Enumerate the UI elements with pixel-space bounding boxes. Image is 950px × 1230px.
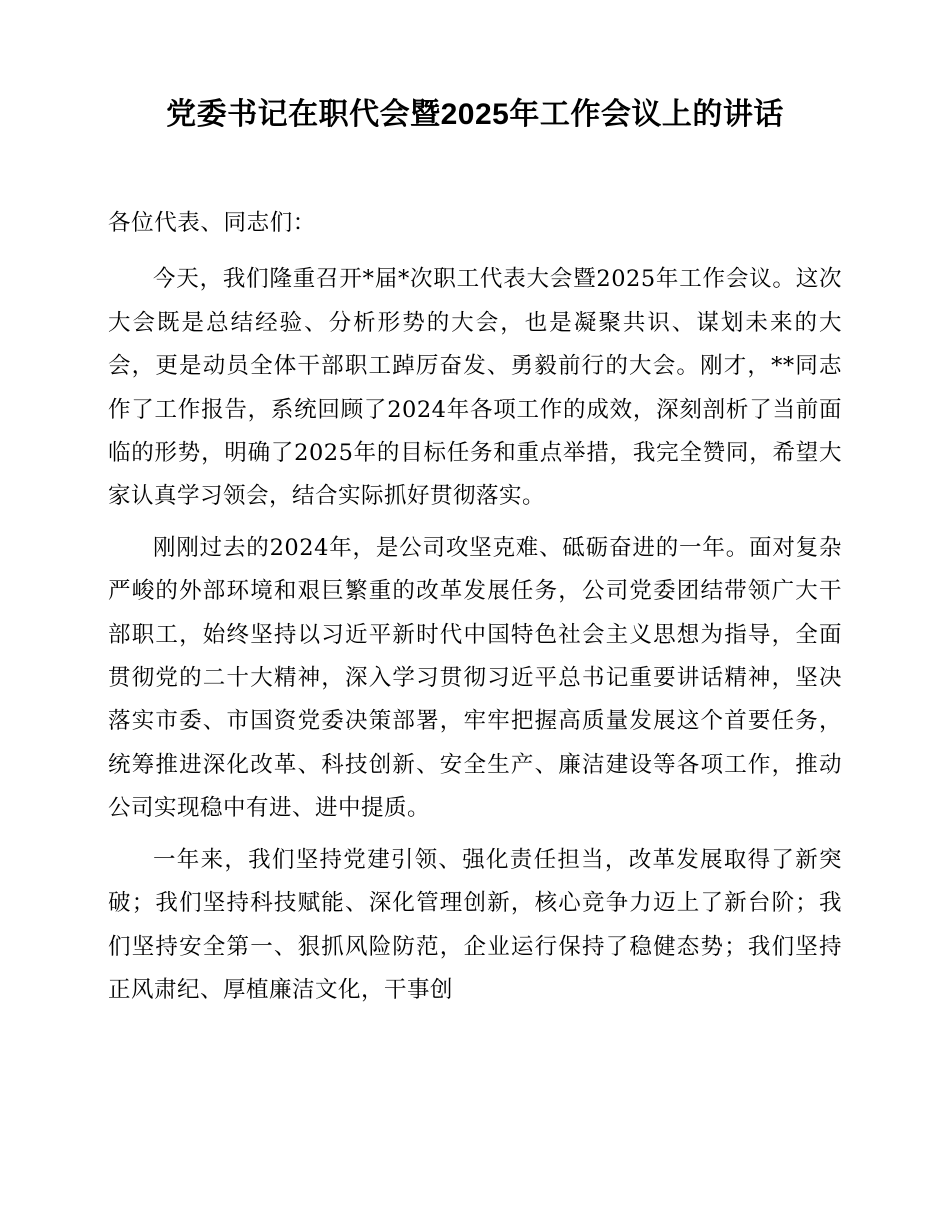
body-paragraph-3: 一年来，我们坚持党建引领、强化责任担当，改革发展取得了新突破；我们坚持科技赋能、深化管理创新，核心竞争力迈上了新台阶；我们坚持安全第一、狠抓风险防范，企业运行保持了稳健态势；我们坚持正风肃纪、厚植廉洁文化，干事创 xyxy=(108,846,842,1003)
salutation: 各位代表、同志们： xyxy=(108,209,316,236)
body-paragraph-1: 今天，我们隆重召开*届*次职工代表大会暨2025年工作会议。这次大会既是总结经验、分析形势的大会，也是凝聚共识、谋划未来的大会，更是动员全体干部职工踔厉奋发、勇毅前行的大会。刚才，**同志作了工作报告，系统回顾了2024年各项工作的成效，深刻剖析了当前面临的形势，明确了2025年的目标任务和重点举措，我完全赞同，希望大家认真学习领会，结合实际抓好贯彻落实。 xyxy=(108,266,842,510)
page-title: 党委书记在职代会暨2025年工作会议上的讲话 xyxy=(166,98,784,131)
body-paragraph-2: 刚刚过去的2024年，是公司攻坚克难、砥砺奋进的一年。面对复杂严峻的外部环境和艰巨繁重的改革发展任务，公司党委团结带领广大干部职工，始终坚持以习近平新时代中国特色社会主义思想为指导，全面贯彻党的二十大精神，深入学习贯彻习近平总书记重要讲话精神，坚决落实市委、市国资党委决策部署，牢牢把握高质量发展这个首要任务，统筹推进深化改革、科技创新、安全生产、廉洁建设等各项工作，推动公司实现稳中有进、进中提质。 xyxy=(108,534,842,822)
